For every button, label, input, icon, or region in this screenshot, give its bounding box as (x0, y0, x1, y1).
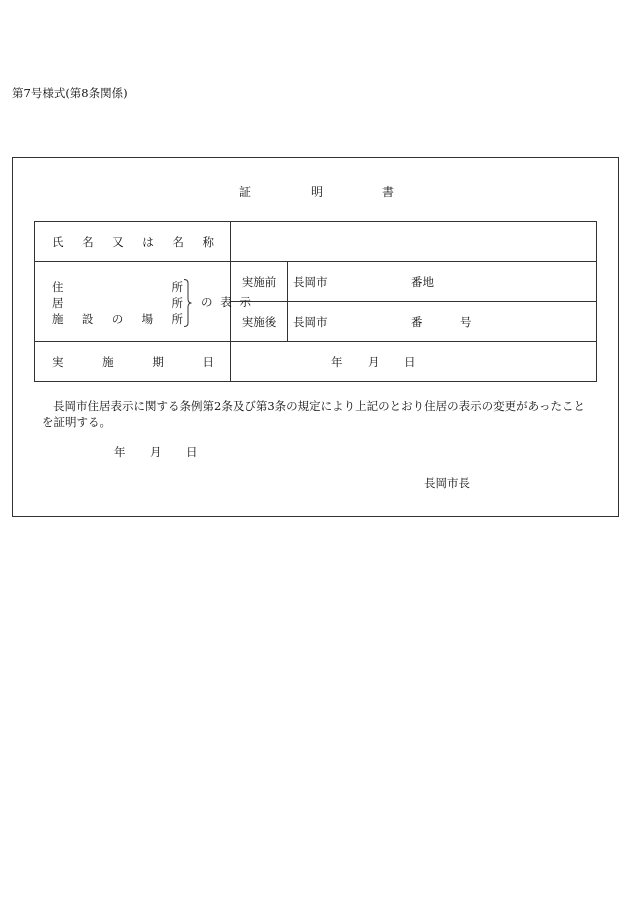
title-char: 書 (382, 185, 395, 199)
form-number-label: 第7号様式(第8条関係) (12, 86, 128, 100)
document-title (0, 183, 630, 199)
statement-line: 長岡市住居表示に関する条例第2条及び第3条の規定により上記のとおり住居の表示の変更があったこと (53, 399, 586, 413)
name-label (52, 234, 214, 250)
date-value-cell (231, 342, 597, 382)
name-label-char: 又 (112, 234, 124, 249)
name-label-char: 氏 (52, 234, 64, 249)
date-row (35, 342, 597, 382)
issue-year: 年 (114, 445, 126, 459)
name-label-cell (35, 222, 231, 262)
date-year: 年 (331, 354, 343, 369)
issuer-mayor: 長岡市長 (424, 476, 470, 490)
name-row (35, 222, 597, 262)
address-before-row (35, 262, 597, 302)
certification-statement (42, 398, 608, 430)
before-banchi: 番地 (411, 274, 434, 289)
title-char: 明 (311, 185, 324, 199)
name-label-char: 称 (202, 234, 214, 249)
address-line-jusho: 住 所 (52, 280, 183, 294)
title-char: 証 (239, 185, 252, 199)
date-label: 実 施 期 日 (52, 354, 214, 369)
curly-brace-icon (184, 279, 192, 327)
issue-date (0, 444, 630, 460)
address-line-kyosho: 居 所 (52, 296, 183, 310)
issue-day: 日 (186, 445, 198, 459)
address-line-shisetsu: 施 設 の 場 所 (52, 312, 183, 326)
before-label: 実施前 (231, 262, 288, 302)
date-month: 月 (368, 354, 380, 369)
name-label-char: は (142, 234, 154, 249)
date-day: 日 (404, 354, 416, 369)
date-label-cell (35, 342, 231, 382)
certificate-table (34, 221, 597, 382)
after-city: 長岡市 (293, 314, 328, 329)
after-address-cell (288, 302, 597, 342)
after-label: 実施後 (231, 302, 288, 342)
address-display-label: の 表 示 (201, 295, 251, 309)
address-label-cell (35, 262, 251, 342)
name-value-cell (231, 222, 597, 262)
issue-month: 月 (150, 445, 162, 459)
address-label-lines (52, 279, 183, 327)
statement-line: を証明する。 (42, 415, 111, 429)
after-go: 号 (460, 314, 472, 329)
before-address-cell (288, 262, 597, 302)
after-ban: 番 (411, 314, 423, 329)
name-label-char: 名 (82, 234, 94, 249)
name-label-char: 名 (172, 234, 184, 249)
before-city: 長岡市 (293, 274, 328, 289)
